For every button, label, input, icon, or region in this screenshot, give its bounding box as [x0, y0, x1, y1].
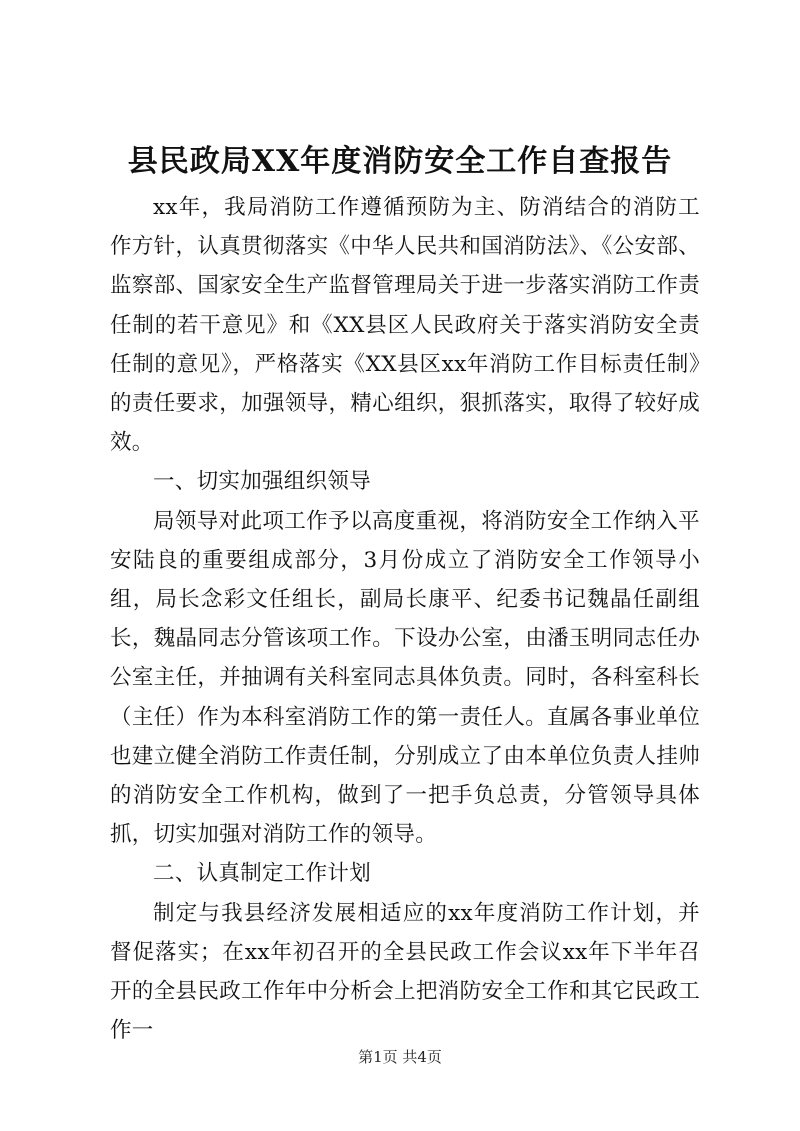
section-2-paragraph: 制定与我县经济发展相适应的xx年度消防工作计划，并督促落实；在xx年初召开的全县民政工作会议xx年下半年召开的全县民政工作年中分析会上把消防安全工作和其它民政工作一 [110, 900, 700, 1044]
section-1-paragraph: 局领导对此项工作予以高度重视，将消防安全工作纳入平安陆良的重要组成部分，3月份成立了消防安全工作领导小组，局长念彩文任组长，副局长康平、纪委书记魏晶任副组长，魏晶同志分管该项工作。下设办公室，由潘玉明同志任办公室主任，并抽调有关科室同志具体负责。同时，各科室科长（主任）作为本科室消防工作的第一责任人。直属各事业单位也建立健全消防工作责任制，分别成立了由本单位负责人挂帅的消防安全工作机构，做到了一把手负总责，分管领导具体抓，切实加强对消防工作的领导。 [110, 508, 700, 848]
page-title: 县民政局XX年度消防安全工作自查报告 [127, 144, 673, 179]
section-heading-1: 一、切实加强组织领导 [153, 469, 372, 495]
section-heading-2: 二、认真制定工作计划 [153, 861, 372, 887]
intro-paragraph: xx年，我局消防工作遵循预防为主、防消结合的消防工作方针，认真贯彻落实《中华人民共和国消防法》、《公安部、监察部、国家安全生产监督管理局关于进一步落实消防工作责任制的若干意见》和《XX县区人民政府关于落实消防安全责任制的意见》，严格落实《XX县区xx年消防工作目标责任制》的责任要求，加强领导，精心组织，狠抓落实，取得了较好成效。 [110, 195, 700, 456]
page-number-footer: 第1页 共4页 [358, 1048, 442, 1066]
document-body [110, 188, 700, 1050]
